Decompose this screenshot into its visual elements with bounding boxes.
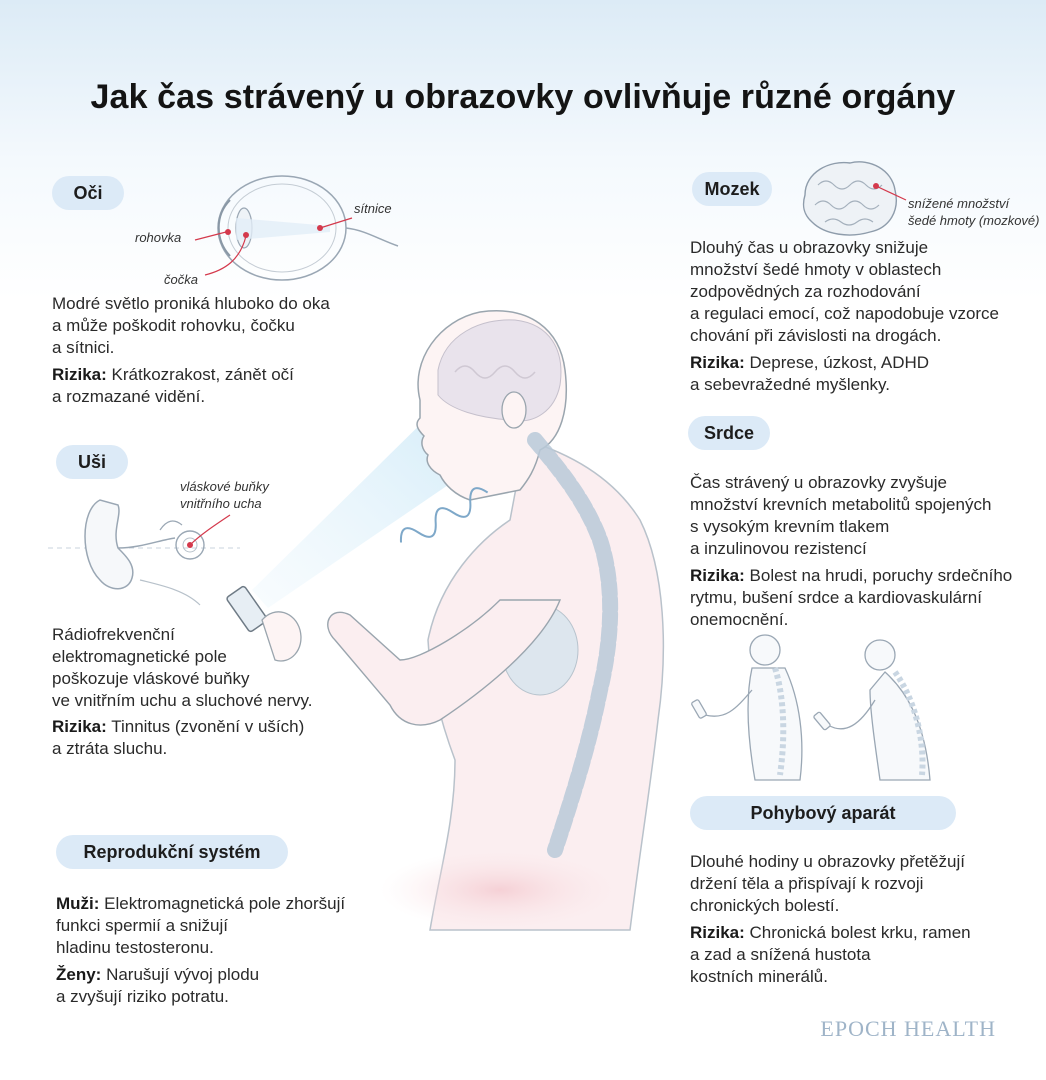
ears-description: Rádiofrekvenční elektromagnetické pole poškozuje vláskové buňky ve vnitřním uchu a sluchové nervy. [52,625,313,710]
heart-heading: Srdce [688,416,770,450]
heart-description: Čas strávený u obrazovky zvyšuje množství krevních metabolitů spojených s vysokým krevním tlakem a inzulinovou rezistencí [690,473,992,558]
retina-label: sítnice [354,201,392,216]
brain-description: Dlouhý čas u obrazovky snižuje množství šedé hmoty v oblastech zodpovědných za rozhodování a regulaci emocí, což napodobuje vzorce chování při závislosti na drogách. [690,238,1000,345]
gray-matter-label: snížené množství šedé hmoty (mozkové) [908,196,1040,228]
page-title: Jak čas strávený u obrazovky ovlivňuje různé orgány [90,78,956,116]
ears-heading: Uši [56,445,128,479]
musculoskeletal-risks: Rizika: Chronická bolest krku, ramen a zad a snížená hustota kostních minerálů. [690,923,971,986]
eyes-description: Modré světlo proniká hluboko do oka a může poškodit rohovku, čočku a sítnici. [52,294,330,357]
heart-risks: Rizika: Bolest na hrudi, poruchy srdečního rytmu, bušení srdce a kardiovaskulární onemocnění. [690,566,1013,629]
brain-heading: Mozek [692,172,772,206]
reproductive-heading: Reprodukční systém [56,835,288,869]
hair-cells-label: vláskové buňky vnitřního ucha [180,479,269,511]
epoch-health-logo: EPOCH HEALTH [820,1016,996,1041]
musculoskeletal-heading: Pohybový aparát [690,796,956,830]
ears-risks: Rizika: Tinnitus (zvonění v uších) a ztráta sluchu. [52,717,305,758]
brain-risks: Rizika: Deprese, úzkost, ADHD a sebevražedné myšlenky. [690,353,930,394]
reproductive-women: Ženy: Narušují vývoj plodu a zvyšují riziko potratu. [56,965,260,1006]
lens-label: čočka [164,272,198,287]
reproductive-men: Muži: Elektromagnetická pole zhoršují funkci spermií a snižují hladinu testosteronu. [56,894,346,957]
musculoskeletal-description: Dlouhé hodiny u obrazovky přetěžují držení těla a přispívají k rozvoji chronických bolestí. [690,852,965,915]
forward-head-posture-figure [813,640,930,780]
eyes-heading: Oči [52,176,124,210]
cornea-label: rohovka [135,230,182,245]
upright-posture-figure [691,635,802,780]
eyes-risks: Rizika: Krátkozrakost, zánět očí a rozmazané vidění. [52,365,294,406]
